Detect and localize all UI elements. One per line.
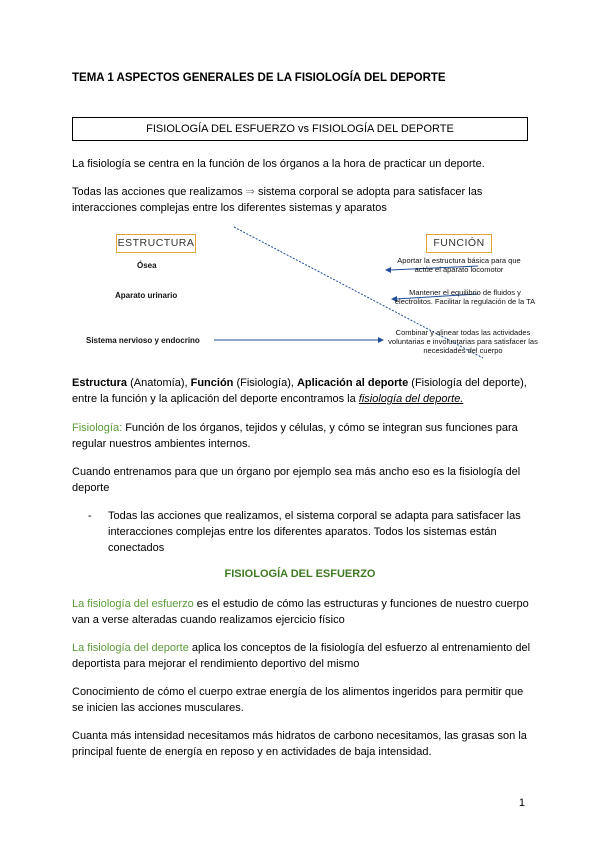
paragraph-sport-physiology	[72, 640, 532, 672]
p4-text: Función de los órganos, tejidos y células, y cómo se integran sus funciones para regular nuestros ambientes internos.	[72, 422, 518, 450]
term-sport-physiology-green: La fisiología del deporte	[72, 642, 189, 654]
actions-text-a: Todas las acciones que realizamos	[72, 186, 243, 198]
term-sport-physiology: fisiología del deporte.	[358, 393, 464, 405]
structure-item-urinary: Aparato urinario	[115, 291, 178, 300]
structure-item-nervous: Sistema nervioso y endocrino	[86, 336, 200, 345]
p3-text-2: (Fisiología),	[233, 377, 297, 389]
term-physiology: Fisiología:	[72, 422, 123, 434]
boxed-heading: FISIOLOGÍA DEL ESFUERZO vs FISIOLOGÍA DEL DEPORTE	[72, 117, 528, 141]
actions-text-b: sistema corporal se adopta para satisfacer las interacciones complejas entre los diferentes sistemas y aparatos	[72, 186, 483, 214]
paragraph-intensity: Cuanta más intensidad necesitamos más hidratos de carbono necesitamos, las grasas son la principal fuente de energía en reposo y en actividades de baja intensidad.	[72, 730, 527, 758]
paragraph-intro: La fisiología se centra en la función de los órganos a la hora de practicar un deporte.	[72, 158, 485, 170]
structure-function-diagram	[78, 222, 538, 362]
bullet-dash: -	[88, 510, 92, 522]
function-item-2: Mantener el equilibrio de fluidos y electrolitos. Facilitar la regulación de la TA	[394, 288, 536, 306]
term-structure: Estructura	[72, 377, 128, 389]
document-title: TEMA 1 ASPECTOS GENERALES DE LA FISIOLOGÍA DEL DEPORTE	[72, 72, 446, 84]
section-title: FISIOLOGÍA DEL ESFUERZO	[224, 568, 376, 580]
page-number: 1	[518, 797, 525, 809]
function-box: FUNCIÓN	[426, 234, 492, 253]
bullet-item: Todas las acciones que realizamos, el sistema corporal se adapta para satisfacer las interacciones complejas entre los diferentes aparatos. Todos los sistemas están conectados	[108, 510, 521, 554]
term-effort-physiology: La fisiología del esfuerzo	[72, 598, 194, 610]
paragraph-physiology-definition	[72, 420, 532, 452]
function-item-1: Aportar la estructura básica para que actúe el aparato locomotor	[397, 256, 521, 274]
p3-text-1: (Anatomía),	[127, 377, 191, 389]
structure-item-bone: Ósea	[137, 261, 157, 270]
term-function: Función	[190, 377, 234, 389]
paragraph-actions	[72, 184, 532, 216]
p7-text: aplica los conceptos de la fisiología del esfuerzo al entrenamiento del deportista para mejorar el rendimiento deportivo del mismo	[72, 642, 531, 670]
arrowhead-3	[378, 337, 384, 343]
p3-text-3: (Fisiología del deporte), entre la función y la aplicación del deporte encontramos la	[72, 377, 527, 405]
structure-box: ESTRUCTURA	[116, 234, 196, 253]
term-application: Aplicación al deporte	[296, 377, 409, 389]
arrow-icon: ⇒	[245, 186, 255, 198]
paragraph-structure-function	[72, 375, 532, 407]
paragraph-effort-physiology	[72, 596, 532, 628]
p6-text: es el estudio de cómo las estructuras y funciones de nuestro cuerpo van a verse alteradas cuando realizamos ejercicio físico	[72, 598, 529, 626]
paragraph-energy: Conocimiento de cómo el cuerpo extrae energía de los alimentos ingeridos para permitir que se inicien las acciones musculares.	[72, 686, 524, 714]
function-item-3: Combinar y alinear todas las actividades voluntarias e involuntarias para satisfacer las necesidades del cuerpo	[388, 328, 538, 355]
paragraph-training: Cuando entrenamos para que un órgano por ejemplo sea más ancho eso es la fisiología del deporte	[72, 466, 521, 494]
